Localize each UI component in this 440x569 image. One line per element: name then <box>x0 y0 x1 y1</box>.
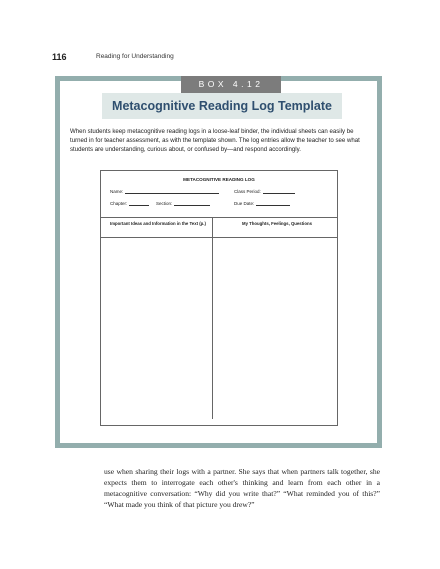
box-frame <box>55 76 382 448</box>
due-date-label: Due Date: <box>234 201 255 206</box>
header-divider <box>101 217 337 218</box>
box-title: Metacognitive Reading Log Template <box>112 99 332 113</box>
name-blank-line <box>125 189 219 194</box>
name-field <box>110 189 219 194</box>
due-date-blank-line <box>256 201 290 206</box>
due-date-field <box>234 201 290 206</box>
page-header <box>52 52 420 66</box>
class-period-field <box>234 189 295 194</box>
chapter-blank-line <box>129 201 149 206</box>
column-heading-ideas: Important Ideas and Information in the Text (p.) <box>110 221 206 226</box>
running-title: Reading for Understanding <box>96 53 174 60</box>
page-number: 116 <box>52 52 67 62</box>
class-period-label: Class Period: <box>234 189 261 194</box>
column-heading-thoughts: My Thoughts, Feelings, Questions <box>242 221 312 226</box>
box-title-banner <box>102 93 342 119</box>
column-divider <box>212 217 213 419</box>
section-field <box>156 201 210 206</box>
log-title: METACOGNITIVE READING LOG <box>183 177 255 182</box>
section-blank-line <box>174 201 210 206</box>
body-paragraph: use when sharing their logs with a partner. She says that when partners talk together, she expects them to interrogate each other's thinking and learn from each other in a metacognitive conversation: “Why did you write that?” “What reminded you of this?” “What made you think of that picture you drew?” <box>104 467 380 509</box>
reading-log-sheet <box>100 170 338 426</box>
class-period-blank-line <box>263 189 295 194</box>
box-intro-text: When students keep metacognitive reading logs in a loose-leaf binder, the individual sheets can easily be turned in for teacher assessment, as with the template shown. The log entries allow the teacher to see what students are understanding, curious about, or confused by—and respond accordingly. <box>70 128 360 153</box>
name-label: Name: <box>110 189 124 194</box>
box-label: BOX 4.12 <box>181 76 281 93</box>
column-heading-divider <box>101 237 337 238</box>
section-label: Section: <box>156 201 173 206</box>
chapter-field <box>110 201 149 206</box>
chapter-label: Chapter: <box>110 201 128 206</box>
